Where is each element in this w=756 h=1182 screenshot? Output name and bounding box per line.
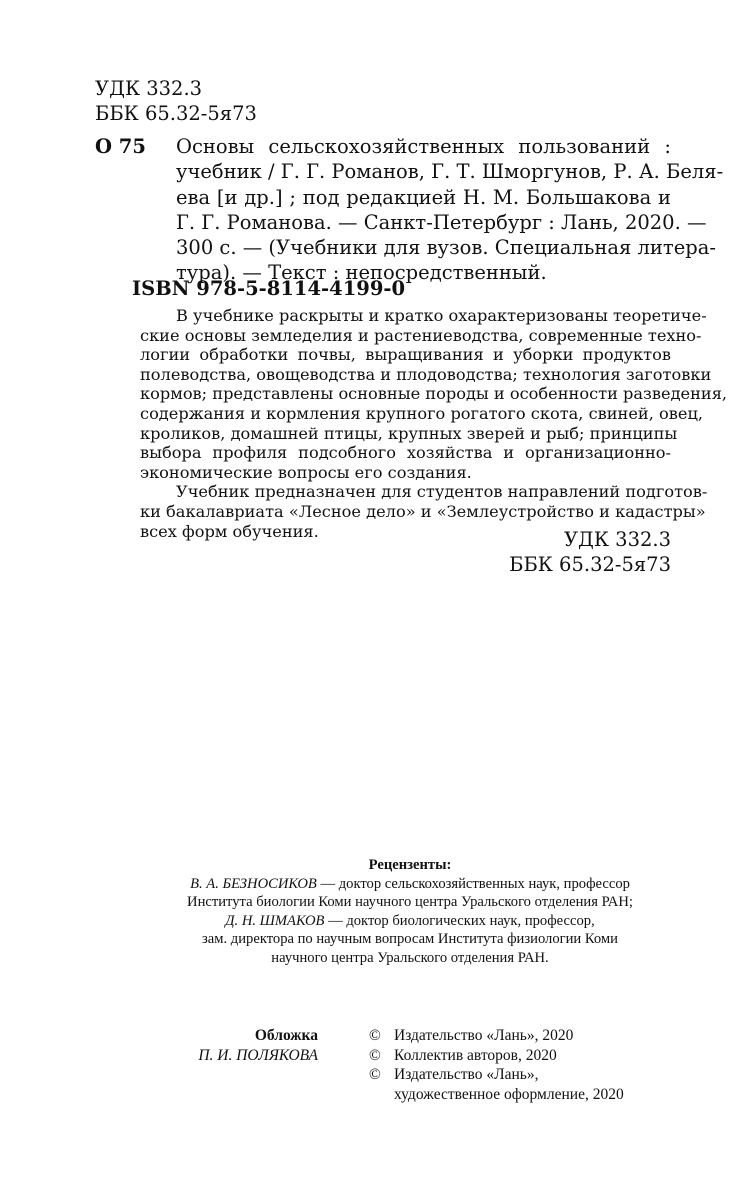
reviewer-2-name: Д. Н. ШМАКОВ — [225, 912, 325, 929]
biblio-line: учебник / Г. Г. Романов, Г. Т. Шморгунов, Р. А. Беля- — [176, 160, 724, 184]
annotation — [140, 306, 728, 541]
annotation-line: экономические вопросы его создания. — [140, 462, 472, 482]
annotation-line: В учебнике раскрыты и кратко охарактеризованы теоретиче- — [176, 306, 707, 325]
reviewer-1-name: В. А. БЕЗНОСИКОВ — [190, 875, 317, 892]
annotation-line: полеводства, овощеводства и плодоводства; технология заготовки — [140, 364, 712, 384]
udk-code: УДК 332.3 — [563, 528, 671, 551]
biblio-line: ева [и др.] ; под редакцией Н. М. Большакова и — [176, 185, 671, 209]
copyright-line — [369, 1026, 624, 1046]
reviewer-2-title: — доктор биологических наук, профессор, — [324, 912, 595, 929]
reviewer-1 — [140, 875, 680, 894]
cover-credit — [140, 1026, 318, 1065]
udk-code: УДК 332.3 — [95, 77, 203, 100]
annotation-line: ки бакалавриата «Лесное дело» и «Землеустройство и кадастры» — [140, 501, 706, 521]
udk-bbk-top — [95, 76, 257, 126]
copyright-text: Коллектив авторов, 2020 — [394, 1046, 557, 1064]
annotation-line: содержания и кормления крупного рогатого скота, свиней, овец, — [140, 403, 703, 423]
annotation-line: всех форм обучения. — [140, 521, 319, 541]
reviewer-1-title: — доктор сельскохозяйственных наук, профессор — [316, 875, 630, 892]
annotation-line: кроликов, домашней птицы, крупных зверей и рыб; принципы — [140, 423, 678, 443]
biblio-line: Основы сельскохозяйственных пользований : — [176, 135, 671, 158]
annotation-line: выбора профиля подсобного хозяйства и организационно- — [140, 443, 671, 463]
reviewers-block — [140, 856, 680, 968]
biblio-line: 300 с. — (Учебники для вузов. Специальная литера- — [176, 236, 716, 260]
cover-heading: Обложка — [254, 1027, 318, 1044]
bbk-code: ББК 65.32-5я73 — [509, 553, 671, 576]
annotation-line: Учебник предназначен для студентов направлений подготов- — [176, 482, 708, 502]
copyright-text: Издательство «Лань», 2020 — [394, 1027, 574, 1044]
reviewer-2 — [140, 912, 680, 931]
reviewer-2-affiliation: научного центра Уральского отделения РАН. — [271, 949, 549, 966]
bbk-code: ББК 65.32-5я73 — [95, 102, 257, 125]
annotation-line: логии обработки почвы, выращивания и уборки продуктов — [140, 345, 671, 365]
reviewer-2-affiliation: зам. директора по научным вопросам Института физиологии Коми — [202, 931, 618, 948]
copyright-line — [369, 1046, 624, 1066]
biblio-line: Г. Г. Романова. — Санкт-Петербург : Лань, 2020. — — [176, 210, 707, 234]
copyright-line — [369, 1065, 624, 1085]
annotation-line: ские основы земледелия и растениеводства, современные техно- — [140, 325, 702, 345]
copyright-icon: © — [369, 1066, 381, 1083]
copyright-icon: © — [369, 1046, 381, 1064]
bibliographic-record — [176, 134, 724, 286]
copyright-text-continued: художественное оформление, 2020 — [394, 1085, 624, 1103]
author-mark: О 75 — [95, 135, 146, 158]
annotation-line: кормов; представлены основные породы и особенности разведения, — [140, 384, 728, 404]
reviewers-heading: Рецензенты: — [368, 857, 452, 873]
cover-designer: П. И. ПОЛЯКОВА — [198, 1046, 318, 1064]
copyright-icon: © — [369, 1027, 381, 1044]
copyright-text: Издательство «Лань», — [394, 1066, 539, 1083]
udk-bbk-bottom — [509, 527, 671, 577]
reviewer-1-affiliation: Института биологии Коми научного центра Уральского отделения РАН; — [187, 894, 633, 911]
copyright-block — [369, 1026, 624, 1104]
biblio-line: тура). — Текст : непосредственный. — [176, 261, 547, 285]
isbn: ISBN 978-5-8114-4199-0 — [132, 277, 406, 300]
